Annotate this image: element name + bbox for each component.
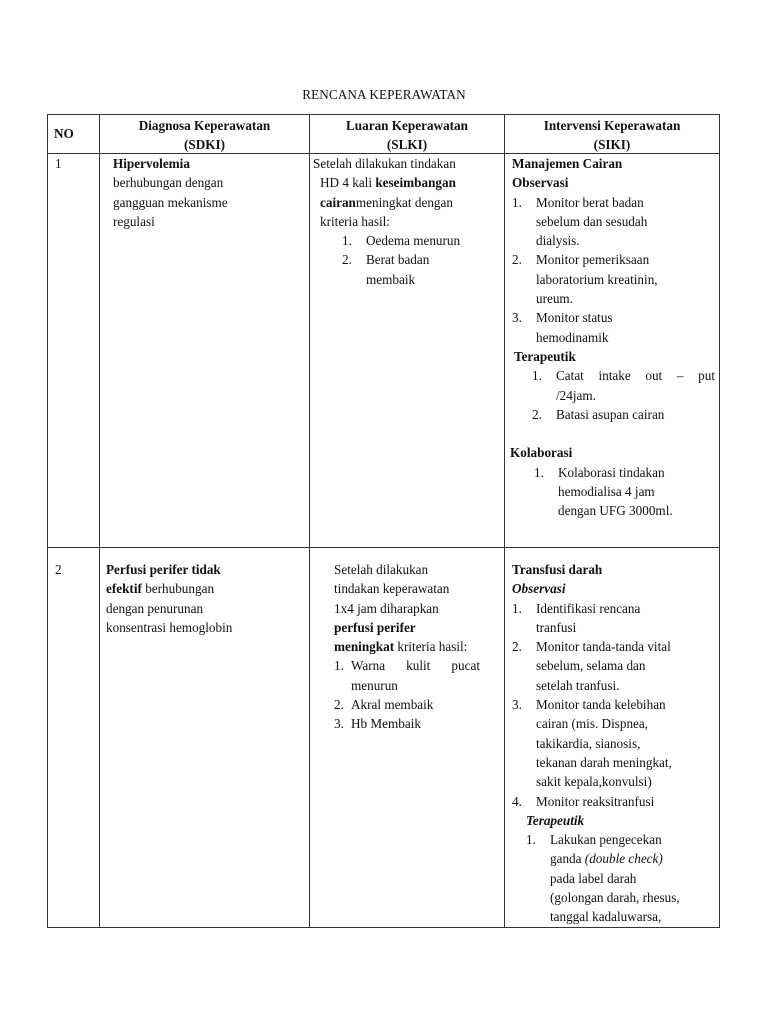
row2-luaran-line (334, 637, 480, 656)
list-item (512, 695, 715, 791)
list-line: Identifikasi rencana (536, 600, 641, 616)
list-line: Lakukan pengecekan (550, 832, 662, 848)
list-number: 1. (532, 368, 542, 384)
list-number: 3. (512, 310, 522, 326)
list-number: 2. (512, 639, 522, 655)
list-line: hemodialisa 4 jam (558, 484, 655, 500)
list-line: takikardia, sianosis, (536, 735, 641, 751)
row1-intervensi-heading: Manajemen Cairan (512, 156, 623, 171)
list-text (550, 830, 715, 926)
col-divider-3 (504, 114, 505, 928)
list-text (536, 599, 715, 638)
row2-intervensi-heading: Transfusi darah (512, 562, 603, 577)
row1-luaran-text: meningkat dengan (355, 194, 453, 210)
table-border-right (719, 114, 720, 928)
row2-no: 2 (55, 562, 62, 577)
row1-luaran-line (313, 173, 501, 192)
list-item (512, 599, 715, 638)
list-line: Catat intake out – put (556, 368, 715, 384)
list-number: 3. (334, 716, 344, 732)
col-divider-2 (309, 114, 310, 928)
list-item (512, 366, 715, 405)
list-line: sebelum dan sesudah (536, 213, 648, 229)
list-line: menurun (351, 677, 398, 693)
list-number: 2. (512, 252, 522, 268)
list-line: laboratorium kreatinin, (536, 271, 658, 287)
list-line: sakit kepala,konvulsi) (536, 774, 652, 790)
row2-diagnosa-text: berhubungan (141, 581, 215, 597)
list-number: 1. (512, 194, 522, 210)
header-slki-line2: (SLKI) (386, 137, 428, 153)
row2-intervensi (512, 560, 715, 927)
list-text (558, 463, 715, 521)
table-border-left (47, 114, 48, 928)
list-line: Monitor tanda kelebihan (536, 697, 666, 713)
list-text: Hb Membaik (351, 716, 421, 732)
list-line: tranfusi (536, 619, 577, 635)
row2-luaran-bold: perfusi perifer (334, 619, 416, 635)
observasi-label: Observasi (512, 175, 569, 191)
row1-diagnosa (113, 154, 305, 231)
list-item (512, 637, 715, 695)
list-text: Akral membaik (351, 697, 434, 713)
list-item (313, 250, 501, 269)
list-line: Kolaborasi tindakan (558, 464, 665, 480)
list-item (512, 250, 715, 308)
row2-diagnosa (106, 560, 305, 637)
list-line: Monitor status (536, 310, 613, 326)
row2-luaran (334, 560, 480, 734)
row1-diagnosa-line: gangguan mekanisme (113, 194, 228, 210)
list-text: Batasi asupan cairan (556, 406, 665, 422)
list-line: Warna kulit pucat (351, 658, 480, 674)
list-line: setelah tranfusi. (536, 677, 620, 693)
list-line: ureum. (536, 291, 573, 307)
observasi-label: Observasi (512, 581, 566, 597)
row1-diagnosa-line: berhubungan dengan (113, 175, 224, 191)
list-line: tekanan darah meningkat, (536, 754, 672, 770)
list-number: 1. (334, 658, 344, 674)
row2-diagnosa-title: Perfusi perifer tidak (106, 562, 221, 577)
header-slki-line1: Luaran Keperawatan (346, 118, 468, 133)
spacer (512, 424, 715, 443)
list-line: Monitor berat badan (536, 194, 644, 210)
list-item (334, 714, 480, 733)
list-line: tanggal kadaluwarsa, (550, 909, 662, 925)
header-sdki (100, 116, 309, 155)
list-number: 1. (342, 233, 352, 249)
row2-luaran-line: 1x4 jam diharapkan (334, 600, 439, 616)
list-text: Berat badan (366, 252, 430, 268)
list-line: dialysis. (536, 233, 580, 249)
row2-diagnosa-line (106, 579, 305, 598)
list-line (550, 849, 715, 868)
header-siki-line2: (SIKI) (593, 137, 631, 153)
row1-luaran-line (313, 193, 501, 212)
list-number: 1. (526, 832, 536, 848)
list-text-cont: membaik (366, 271, 416, 287)
list-text (536, 695, 715, 791)
row2-luaran-line: Setelah dilakukan (334, 562, 429, 577)
list-line: (golongan darah, rhesus, (550, 890, 680, 906)
row2-luaran-bold: meningkat (334, 639, 395, 655)
list-line: dengan UFG 3000ml. (558, 503, 673, 519)
header-no-label: NO (54, 126, 74, 141)
list-text (556, 366, 715, 405)
list-text (536, 637, 715, 695)
list-line: /24jam. (556, 387, 596, 403)
list-item (512, 463, 715, 521)
list-line: pada label darah (550, 870, 637, 886)
list-line: Monitor tanda-tanda vital (536, 639, 671, 655)
list-item (334, 656, 480, 695)
list-number: 2. (342, 252, 352, 268)
list-number: 1. (512, 600, 522, 616)
header-sdki-line2: (SDKI) (183, 137, 226, 153)
list-text (536, 193, 715, 251)
col-divider-1 (99, 114, 100, 928)
row2-diagnosa-line: konsentrasi hemoglobin (106, 619, 233, 635)
list-item (512, 308, 715, 347)
row2-diagnosa-bold: efektif (106, 581, 142, 597)
list-text: Oedema menurun (366, 233, 461, 249)
list-text: Monitor reaksitranfusi (536, 793, 655, 809)
row-divider (47, 547, 720, 548)
header-no (54, 124, 74, 143)
terapeutik-label: Terapeutik (526, 812, 585, 828)
header-slki (310, 116, 504, 155)
list-item (512, 830, 715, 926)
list-item (512, 792, 715, 811)
list-text (536, 308, 715, 347)
row1-luaran-line: Setelah dilakukan tindakan (313, 156, 456, 171)
row1-luaran-line: kriteria hasil: (320, 213, 390, 229)
row1-diagnosa-title: Hipervolemia (113, 156, 190, 171)
page-title: RENCANA KEPERAWATAN (302, 87, 466, 102)
list-line: hemodinamik (536, 329, 609, 345)
list-line: Monitor pemeriksaan (536, 252, 650, 268)
list-item (512, 193, 715, 251)
list-number: 3. (512, 697, 522, 713)
row2-luaran-text: kriteria hasil: (394, 639, 468, 655)
list-number: 1. (534, 464, 544, 480)
list-text (536, 250, 715, 308)
row1-no: 1 (55, 156, 62, 171)
row1-diagnosa-line: regulasi (113, 213, 155, 229)
list-item (313, 231, 501, 250)
table-border-top (47, 114, 720, 115)
row2-diagnosa-line: dengan penurunan (106, 600, 204, 616)
list-line: cairan (mis. Dispnea, (536, 716, 649, 732)
table-border-bottom (47, 927, 720, 928)
list-number: 4. (512, 793, 522, 809)
header-siki (505, 116, 719, 155)
row1-luaran-bold: cairan (320, 194, 356, 210)
row1-luaran-text: HD 4 kali (320, 175, 376, 191)
row2-luaran-line: tindakan keperawatan (334, 581, 450, 597)
list-text (351, 656, 480, 695)
list-item (512, 405, 715, 424)
row1-luaran-bold: keseimbangan (375, 175, 456, 191)
list-line: sebelum, selama dan (536, 658, 646, 674)
row1-luaran (313, 154, 501, 289)
list-line-text: ganda (550, 851, 585, 867)
list-line-italic: (double check) (584, 851, 663, 867)
list-number: 2. (334, 697, 344, 713)
header-sdki-line1: Diagnosa Keperawatan (138, 118, 271, 133)
list-number: 2. (532, 406, 542, 422)
list-item (334, 695, 480, 714)
kolaborasi-label: Kolaborasi (510, 445, 573, 461)
row1-intervensi (512, 154, 715, 521)
terapeutik-label: Terapeutik (514, 348, 576, 364)
header-siki-line1: Intervensi Keperawatan (543, 118, 681, 133)
